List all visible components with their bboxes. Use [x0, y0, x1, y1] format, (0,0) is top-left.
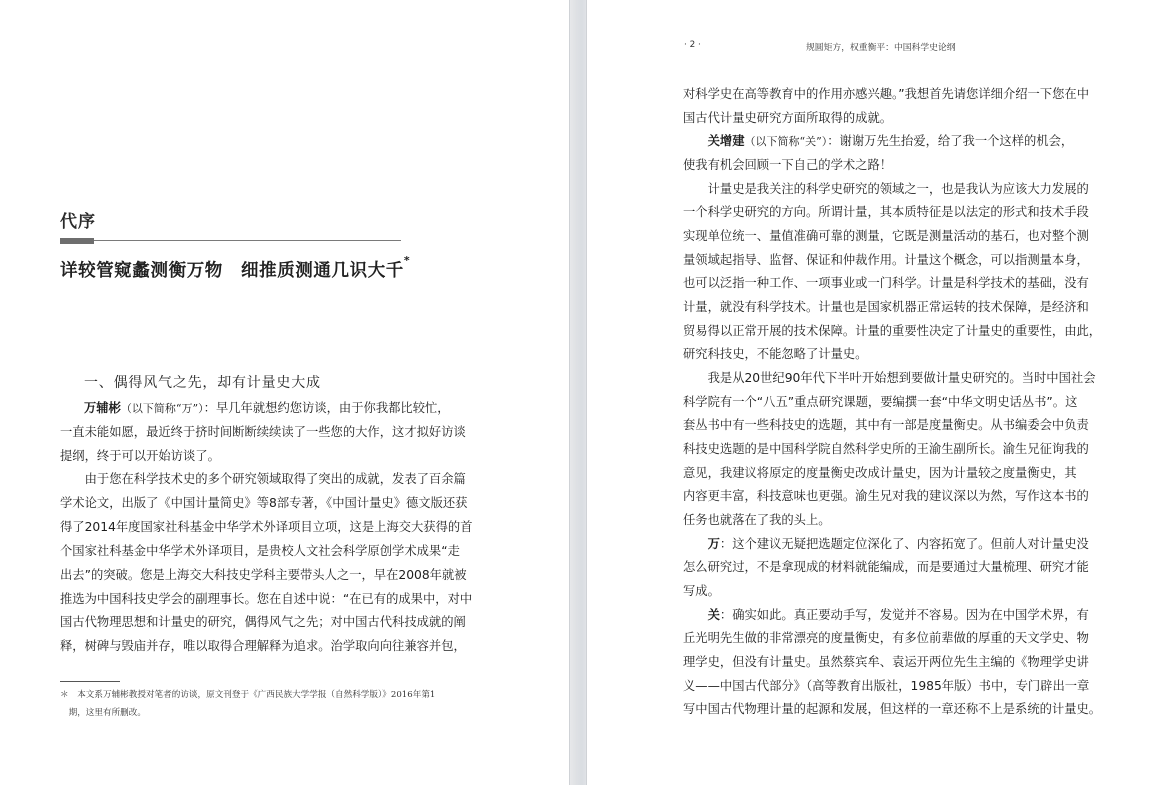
- paragraph-line: 也可以泛指一种工作、一项事业或一门科学。计量是科学技术的基础，没有: [683, 276, 1089, 290]
- paragraph-line: 出去”的突破。您是上海交大科技史学科主要带头人之一，早在2008年就被: [60, 568, 467, 582]
- paragraph-line: 国古代计量史研究方面所取得的成就。: [683, 111, 893, 125]
- line-text: ：早几年就想约您访谈，由于你我都比较忙，: [203, 401, 450, 415]
- paragraph-line: 实现单位统一、量值准确可靠的测量，它既是测量活动的基石，也对整个测: [683, 229, 1089, 243]
- page-gutter: [569, 0, 587, 785]
- paragraph-line: 内容更丰富，科技意味也更强。渝生兄对我的建议深以为然，写作这本书的: [683, 489, 1089, 503]
- paragraph-line: 对科学史在高等教育中的作用亦感兴趣。”我想首先请您详细介绍一下您在中: [683, 87, 1090, 101]
- paragraph-line: 使我有机会回顾一下自己的学术之路！: [683, 158, 893, 172]
- paragraph-line: 学术论文，出版了《中国计量简史》等8部专著，《中国计量史》德文版还获: [60, 496, 468, 510]
- chapter-title-text: 详较管窥蠡测衡万物 细推质测通几识大千: [60, 261, 404, 281]
- running-title: 规圆矩方，权重衡平：中国科学史论纲: [806, 43, 956, 53]
- paragraph-line: 一个科学史研究的方向。所谓计量，其本质特征是以法定的形式和技术手段: [683, 205, 1089, 219]
- paragraph-line: [683, 133, 1101, 150]
- paragraph-line: 计量史是我关注的科学史研究的领域之一，也是我认为应该大力发展的: [683, 182, 1089, 196]
- paragraph-line: 科技史选题的是中国科学院自然科学史所的王渝生副所长。渝生兄征询我的: [683, 442, 1089, 456]
- speaker-name: 关: [683, 608, 720, 622]
- paragraph-line: [683, 607, 1101, 623]
- speaker-name: 关增建: [683, 134, 745, 148]
- paragraph-line: 研究科技史，不能忽略了计量史。: [683, 347, 868, 361]
- paragraph-line: 理学史，但没有计量史。虽然蔡宾牟、袁运开两位先生主编的《物理学史讲: [683, 655, 1089, 669]
- paragraph-line: 套丛书中有一些科技史的选题，其中有一部是度量衡史。从书编委会中负责: [683, 418, 1089, 432]
- footnote-mark: *: [403, 254, 411, 267]
- paragraph-line: 释，树碑与毁庙并存，唯以取得合理解释为追求。治学取向向往兼容并包，: [60, 639, 466, 653]
- paragraph-line: 我是从20世纪90年代下半叶开始想到要做计量史研究的。当时中国社会: [683, 371, 1096, 385]
- paragraph-line: 义——中国古代部分》（高等教育出版社，1985年版）书中，专门辟出一章: [683, 679, 1090, 693]
- preface-label: 代序: [60, 212, 96, 232]
- title-rule: [94, 240, 401, 241]
- paragraph-line: 国古代物理思想和计量史的研究，偶得风气之先；对中国古代科技成就的阐: [60, 615, 466, 629]
- paragraph-line: 得了2014年度国家社科基金中华学术外译项目立项，这是上海交大获得的首: [60, 520, 473, 534]
- paragraph-line: 计量，就没有科学技术。计量也是国家机器正常运转的技术保障，是经济和: [683, 300, 1089, 314]
- paragraph-line: 量领域起指导、监督、保证和仲裁作用。计量这个概念，可以指测量本身，: [683, 253, 1089, 267]
- footnote-line: 期，这里有所删改。: [60, 708, 146, 718]
- paragraph-line: 由于您在科学技术史的多个研究领域取得了突出的成就，发表了百余篇: [60, 472, 466, 486]
- paragraph-line: 推选为中国科技史学会的副理事长。您在自述中说：“在已有的成果中，对中: [60, 592, 473, 606]
- paragraph-line: 写中国古代物理计量的起源和发展，但这样的一章还称不上是系统的计量史。: [683, 702, 1102, 716]
- left-page: [0, 0, 569, 785]
- footnote-rule: [60, 681, 120, 682]
- paragraph-line: 提纲，终于可以开始访谈了。: [60, 449, 220, 463]
- speaker-name: 万: [683, 537, 720, 551]
- paragraph-line: 写成。: [683, 584, 720, 598]
- paragraph-line: [60, 400, 476, 417]
- speaker-name: 万辅彬: [84, 401, 121, 415]
- paragraph-line: 个国家社科基金中华学术外译项目，是贵校人文社会科学原创学术成果“走: [60, 544, 460, 558]
- line-text: ：谢谢万先生抬爱，给了我一个这样的机会，: [827, 134, 1074, 148]
- paragraph-line: 意见，我建议将原定的度量衡史改成计量史，因为计量较之度量衡史，其: [683, 466, 1077, 480]
- page-number: · 2 ·: [684, 40, 701, 50]
- paragraph-line: 丘光明先生做的非常漂亮的度量衡史，有多位前辈做的厚重的天文学史、物: [683, 631, 1089, 645]
- paragraph-line: 怎么研究过，不是拿现成的材料就能编成，而是要通过大量梳理、研究才能: [683, 560, 1089, 574]
- line-text: ：确实如此。真正要动手写，发觉并不容易。因为在中国学术界，有: [719, 608, 1089, 622]
- footnote-line: ＊ 本文系万辅彬教授对笔者的访谈，原文刊登于《广西民族大学学报（自然科学版）》2016年第1: [60, 690, 436, 700]
- speaker-note: （以下简称“万”）: [120, 402, 204, 415]
- speaker-note: （以下简称“关”）: [744, 135, 828, 148]
- paragraph-line: 贸易得以正常开展的技术保障。计量的重要性决定了计量史的重要性，由此，: [683, 324, 1102, 338]
- title-rule-accent: [60, 238, 94, 244]
- chapter-title: [60, 254, 411, 282]
- paragraph-line: 任务也就落在了我的头上。: [683, 513, 831, 527]
- paragraph-line: [683, 536, 1101, 552]
- section-heading: 一、偶得风气之先，却有计量史大成: [84, 375, 321, 391]
- paragraph-line: 一直未能如愿，最近终于挤时间断断续续读了一些您的大作，这才拟好访谈: [60, 425, 466, 439]
- line-text: ：这个建议无疑把选题定位深化了、内容拓宽了。但前人对计量史没: [719, 537, 1089, 551]
- paragraph-line: 科学院有一个“八五”重点研究课题，要编撰一套“中华文明史话丛书”。这: [683, 395, 1078, 409]
